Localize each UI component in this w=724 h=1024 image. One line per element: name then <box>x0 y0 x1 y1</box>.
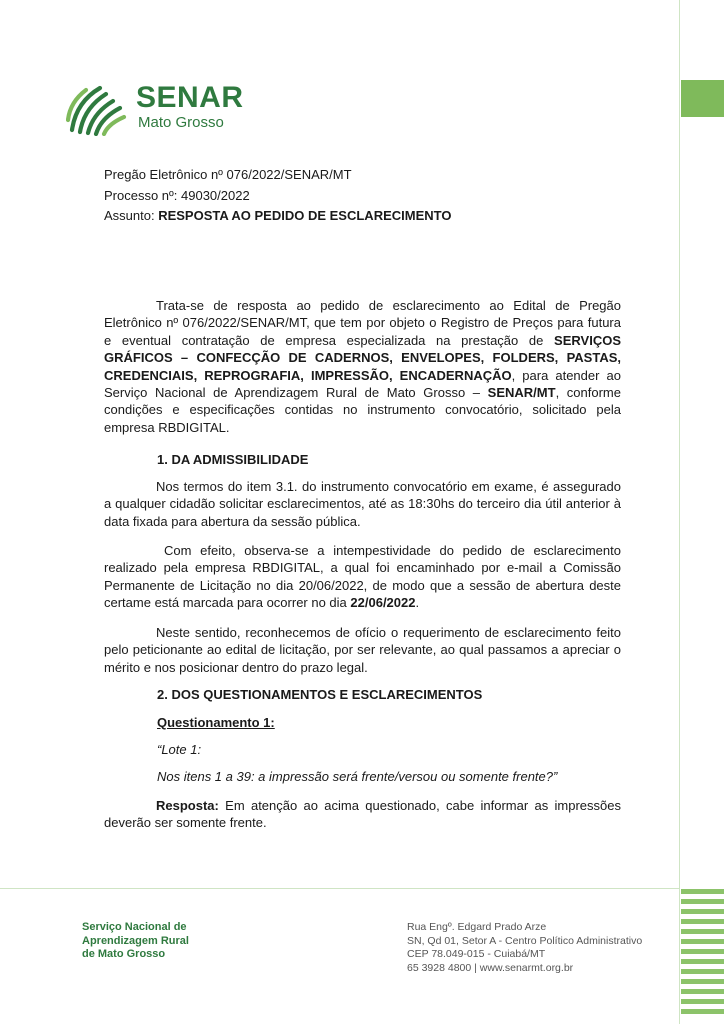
footer-address <box>407 921 642 975</box>
process-number: Processo nº: 49030/2022 <box>104 188 250 203</box>
logo-name: SENAR <box>136 81 244 114</box>
senar-logo <box>66 78 266 138</box>
section1-paragraph2 <box>104 542 621 612</box>
footer-address-line: Rua Engº. Edgard Prado Arze <box>407 921 547 933</box>
subject-line <box>104 208 451 224</box>
right-divider-line <box>679 0 680 1024</box>
logo-subtitle: Mato Grosso <box>138 114 224 131</box>
footer-organization <box>82 921 189 962</box>
section1-paragraph2-text: Com efeito, observa-se a intempestividade do pedido de esclarecimento realizado pela empresa RBDIGITAL, a qual foi encaminhado por e-mail a Comissão Permanente de Licitação no dia 20/06/2022, de modo que a sessão de abertura deste certame está marcada para ocorrer no dia <box>104 543 621 611</box>
section1-paragraph3: Neste sentido, reconhecemos de ofício o requerimento de esclarecimento feito pelo peticionante ao edital de licitação, por ser relevante, ao qual passamos a apreciar o mérito e nos posicionar dentro do prazo legal. <box>104 625 621 675</box>
subject-label: Assunto: <box>104 208 159 223</box>
green-stripes-decoration <box>681 889 724 1019</box>
footer-org-line: Aprendizagem Rural <box>82 934 189 947</box>
footer-contact-line: 65 3928 4800 | www.senarmt.org.br <box>407 961 574 974</box>
intro-bold-services: SERVIÇOS GRÁFICOS – CONFECÇÃO DE CADERNOS, ENVELOPES, FOLDERS, PASTAS, CREDENCIAIS, REPROGRAFIA, IMPRESSÃO, ENCADERNAÇÃO <box>104 332 621 383</box>
intro-text-1: Trata-se de resposta ao pedido de esclarecimento ao Edital de Pregão Eletrônico nº 076/2022/SENAR/MT, que tem por objeto o Registro de Preços para futura e eventual contratação de empresa especializada na prestação de <box>104 298 621 348</box>
footer-org-line: de Mato Grosso <box>82 948 166 961</box>
section1-paragraph1: Nos termos do item 3.1. do instrumento convocatório em exame, é assegurado a qualquer cidadão solicitar esclarecimentos, até as 18:30hs do terceiro dia útil anterior à data fixada para abertura da sessão pública. <box>104 479 621 529</box>
section2-title: 2. DOS QUESTIONAMENTOS E ESCLARECIMENTOS <box>157 687 483 702</box>
tender-number: Pregão Eletrônico nº 076/2022/SENAR/MT <box>104 167 352 182</box>
answer-text: Em atenção ao acima questionado, cabe informar as impressões deverão ser somente frente. <box>104 798 621 831</box>
footer-org-line: Serviço Nacional de <box>82 921 187 933</box>
intro-text-2: , para atender ao Serviço Nacional de Aprendizagem Rural de Mato Grosso – <box>104 367 621 401</box>
green-tab-decoration <box>681 80 724 117</box>
session-date: 22/06/2022 <box>350 595 416 611</box>
intro-paragraph <box>104 297 621 436</box>
section1-title: 1. DA ADMISSIBILIDADE <box>157 452 309 467</box>
intro-text-3: , conforme condições e especificações contidas no instrumento convocatório, solicitado pela empresa RBDIGITAL. <box>104 385 621 435</box>
answer-label: Resposta: <box>156 798 219 813</box>
footer-address-line: SN, Qd 01, Setor A - Centro Político Administrativo <box>407 934 643 947</box>
intro-bold-senar: SENAR/MT <box>487 385 556 401</box>
answer1-paragraph <box>104 797 621 832</box>
subject-value: RESPOSTA AO PEDIDO DE ESCLARECIMENTO <box>158 208 452 223</box>
section1-paragraph2-end: . <box>415 595 420 611</box>
question1-line1: “Lote 1: <box>157 742 202 757</box>
question1-title: Questionamento 1: <box>157 715 275 730</box>
senar-leaf-icon <box>66 80 130 136</box>
footer-divider <box>0 888 680 889</box>
question1-line2: Nos itens 1 a 39: a impressão será frente/versou ou somente frente?” <box>157 769 558 784</box>
footer-address-line: CEP 78.049-015 - Cuiabá/MT <box>407 948 546 961</box>
